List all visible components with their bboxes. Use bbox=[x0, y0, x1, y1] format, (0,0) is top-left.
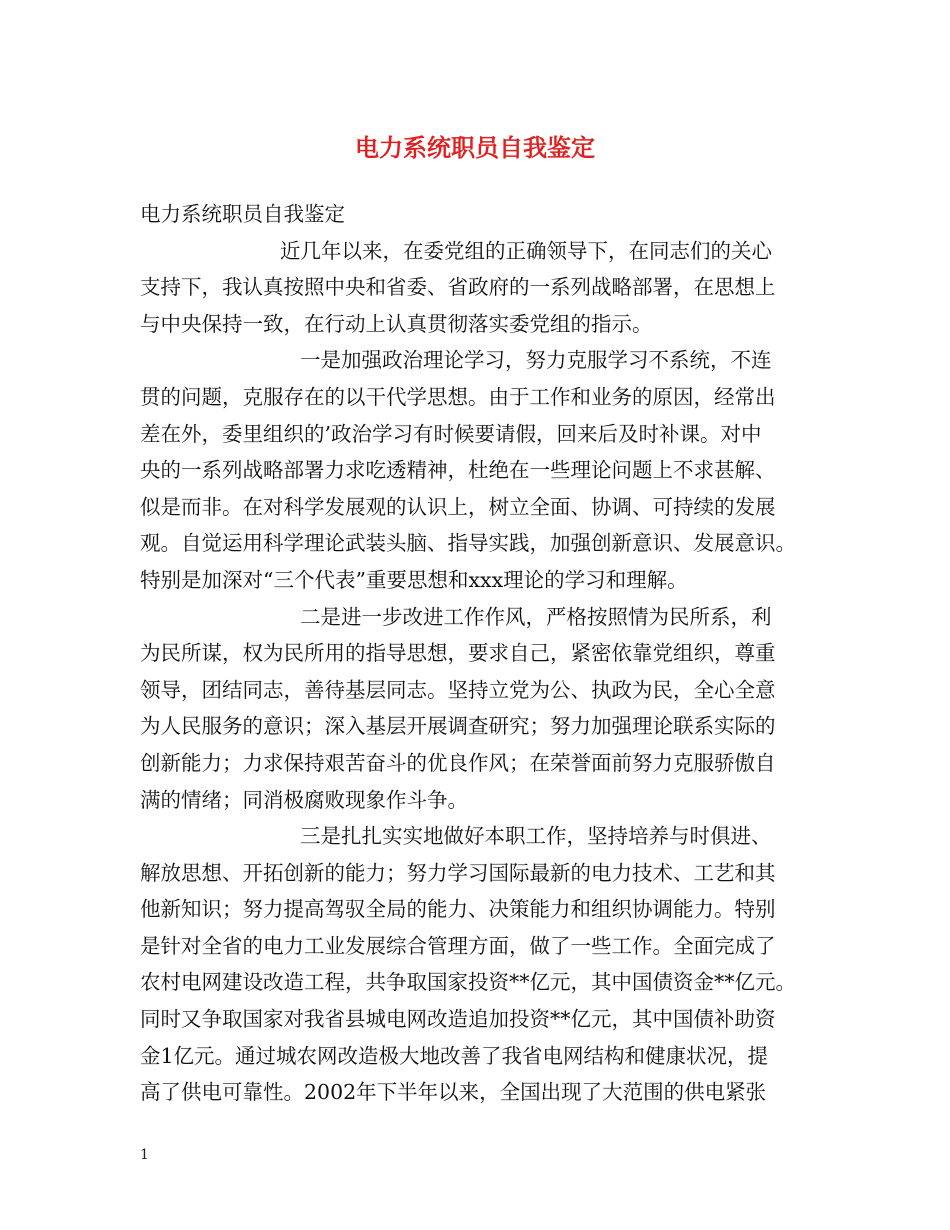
paragraph-4-line-6: 同时又争取国家对我省县城电网改造追加投资**亿元，其中国债补助资 bbox=[140, 1007, 776, 1032]
paragraph-1-line-3: 与中央保持一致，在行动上认真贯彻落实委党组的指示。 bbox=[140, 311, 653, 336]
document-subtitle: 电力系统职员自我鉴定 bbox=[140, 202, 345, 226]
paragraph-2-line-1: 一是加强政治理论学习，努力克服学习不系统，不连 bbox=[300, 348, 772, 373]
paragraph-2-line-4: 央的一系列战略部署力求吃透精神，杜绝在一些理论问题上不求甚解、 bbox=[140, 458, 776, 483]
page-number: 1 bbox=[140, 1147, 149, 1163]
paragraph-2-line-2: 贯的问题，克服存在的以干代学思想。由于工作和业务的原因，经常出 bbox=[140, 384, 776, 409]
paragraph-4-line-3: 他新知识；努力提高驾驭全局的能力、决策能力和组织协调能力。特别 bbox=[140, 897, 776, 922]
paragraph-4-line-2: 解放思想、开拓创新的能力；努力学习国际最新的电力技术、工艺和其 bbox=[140, 860, 776, 885]
paragraph-2-line-6: 观。自觉运用科学理论武装头脑、指导实践，加强创新意识、发展意识。 bbox=[140, 531, 796, 556]
document-body bbox=[140, 196, 840, 1111]
paragraph-4-line-1: 三是扎扎实实地做好本职工作，坚持培养与时俱进、 bbox=[300, 824, 772, 849]
paragraph-1-line-2: 支持下，我认真按照中央和省委、省政府的一系列战略部署，在思想上 bbox=[140, 275, 776, 300]
paragraph-2-line-3: 差在外，委里组织的’政治学习有时候要请假，回来后及时补课。对中 bbox=[140, 421, 762, 446]
paragraph-2-line-7: 特别是加深对“三个代表”重要思想和xxx理论的学习和理解。 bbox=[140, 567, 688, 592]
paragraph-4-line-7: 金1亿元。通过城农网改造极大地改善了我省电网结构和健康状况，提 bbox=[140, 1043, 769, 1068]
paragraph-3-line-5: 创新能力；力求保持艰苦奋斗的优良作风；在荣誉面前努力克服骄傲自 bbox=[140, 750, 776, 775]
paragraph-3-line-3: 领导，团结同志，善待基层同志。坚持立党为公、执政为民，全心全意 bbox=[140, 677, 776, 702]
paragraph-3-line-2: 为民所谋，权为民所用的指导思想，要求自己，紧密依靠党组织，尊重 bbox=[140, 641, 776, 666]
paragraph-3-line-1: 二是进一步改进工作作风，严格按照情为民所系，利 bbox=[300, 604, 772, 629]
paragraph-3-line-6: 满的情绪；同消极腐败现象作斗争。 bbox=[140, 787, 468, 812]
paragraph-2-line-5: 似是而非。在对科学发展观的认识上，树立全面、协调、可持续的发展 bbox=[140, 494, 776, 519]
paragraph-3-line-4: 为人民服务的意识；深入基层开展调查研究；努力加强理论联系实际的 bbox=[140, 714, 776, 739]
paragraph-4-line-4: 是针对全省的电力工业发展综合管理方面，做了一些工作。全面完成了 bbox=[140, 933, 776, 958]
document-title: 电力系统职员自我鉴定 bbox=[355, 133, 595, 162]
paragraph-4-line-8: 高了供电可靠性。2002年下半年以来，全国出现了大范围的供电紧张 bbox=[140, 1080, 767, 1105]
paragraph-4-line-5: 农村电网建设改造工程，共争取国家投资**亿元，其中国债资金**亿元。 bbox=[140, 970, 796, 995]
paragraph-1-line-1: 近几年以来，在委党组的正确领导下，在同志们的关心 bbox=[280, 238, 772, 263]
